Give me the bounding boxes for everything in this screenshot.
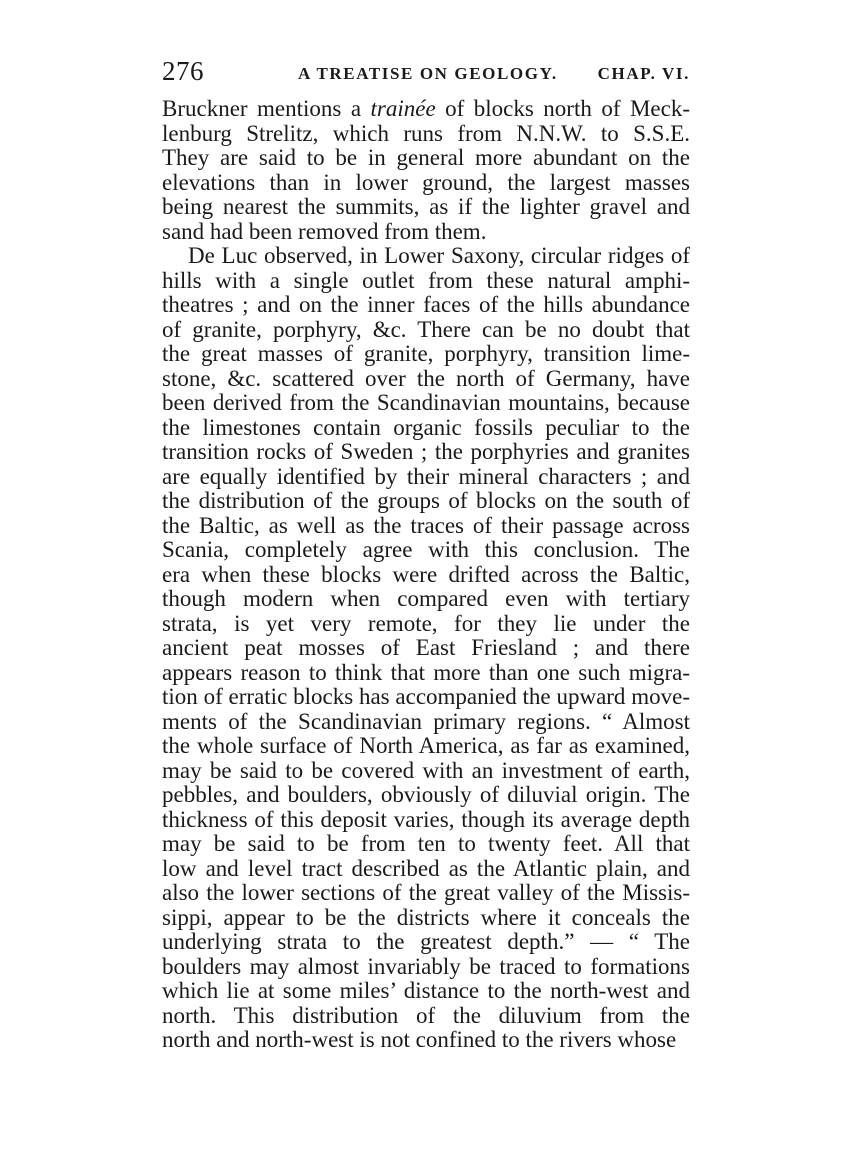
text-line: may be said to be covered with an investment of earth,	[162, 758, 690, 783]
text-line: been derived from the Scandinavian mountains, because	[162, 391, 690, 415]
text-line: Bruckner mentions a trainée of blocks north of Meck-	[162, 97, 690, 121]
chapter-label: CHAP. VI.	[597, 64, 690, 83]
body-text	[162, 97, 690, 1053]
text-line: may be said to be from ten to twenty feet. All that	[162, 832, 690, 856]
text-line: underlying strata to the greatest depth.” — “ The	[162, 930, 690, 954]
text-line: of granite, porphyry, &c. There can be no doubt that	[162, 317, 690, 342]
text-line: appears reason to think that more than one such migra-	[162, 660, 690, 685]
text-line: the Baltic, as well as the traces of their passage across	[162, 513, 690, 538]
text-line: sand had been removed from them.	[162, 219, 487, 244]
text-line: hills with a single outlet from these natural amphi-	[162, 268, 690, 293]
text-line: are equally identified by their mineral characters ; and	[162, 464, 690, 489]
text-line: theatres ; and on the inner faces of the hills abundance	[162, 293, 690, 317]
text-line: the great masses of granite, porphyry, transition lime-	[162, 342, 690, 366]
text-line: De Luc observed, in Lower Saxony, circular ridges of	[188, 244, 690, 268]
text-line: also the lower sections of the great valley of the Missis-	[162, 881, 690, 905]
text-line: pebbles, and boulders, obviously of diluvial origin. The	[162, 783, 690, 807]
text-line: north and north-west is not confined to the rivers whose	[162, 1028, 677, 1052]
text-line: strata, is yet very remote, for they lie under the	[162, 611, 690, 636]
page-number: 276	[162, 56, 204, 86]
text-line: the distribution of the groups of blocks on the south of	[162, 489, 690, 513]
italic-term: trainée	[370, 97, 436, 121]
text-line: the whole surface of North America, as far as examined,	[162, 734, 690, 758]
text-line: being nearest the summits, as if the lighter gravel and	[162, 195, 690, 219]
paragraph	[162, 244, 690, 1053]
text-line: sippi, appear to be the districts where it conceals the	[162, 905, 690, 930]
text-line: Scania, completely agree with this conclusion. The	[162, 538, 690, 562]
text-line: tion of erratic blocks has accompanied the upward move-	[162, 685, 690, 709]
text-line: the limestones contain organic fossils peculiar to the	[162, 415, 690, 440]
text-line: boulders may almost invariably be traced to formations	[162, 954, 690, 979]
text-line: which lie at some miles’ distance to the north-west and	[162, 979, 690, 1003]
text-line: north. This distribution of the diluvium from the	[162, 1003, 690, 1028]
text-line: thickness of this deposit varies, though its average depth	[162, 807, 690, 832]
text-line: era when these blocks were drifted across the Baltic,	[162, 562, 690, 587]
text-line: low and level tract described as the Atlantic plain, and	[162, 856, 690, 881]
text-line: lenburg Strelitz, which runs from N.N.W. to S.S.E.	[162, 121, 690, 146]
text-line: ancient peat mosses of East Friesland ; and there	[162, 636, 690, 660]
text-line: ments of the Scandinavian primary regions. “ Almost	[162, 709, 690, 734]
text-line: elevations than in lower ground, the largest masses	[162, 170, 690, 195]
paragraph	[162, 97, 690, 244]
text-line: transition rocks of Sweden ; the porphyries and granites	[162, 440, 690, 464]
text-line: They are said to be in general more abundant on the	[162, 146, 690, 170]
text-line: stone, &c. scattered over the north of Germany, have	[162, 366, 690, 391]
running-title: A TREATISE ON GEOLOGY.	[298, 64, 558, 83]
page-header	[162, 56, 690, 90]
text-line: though modern when compared even with tertiary	[162, 587, 690, 611]
